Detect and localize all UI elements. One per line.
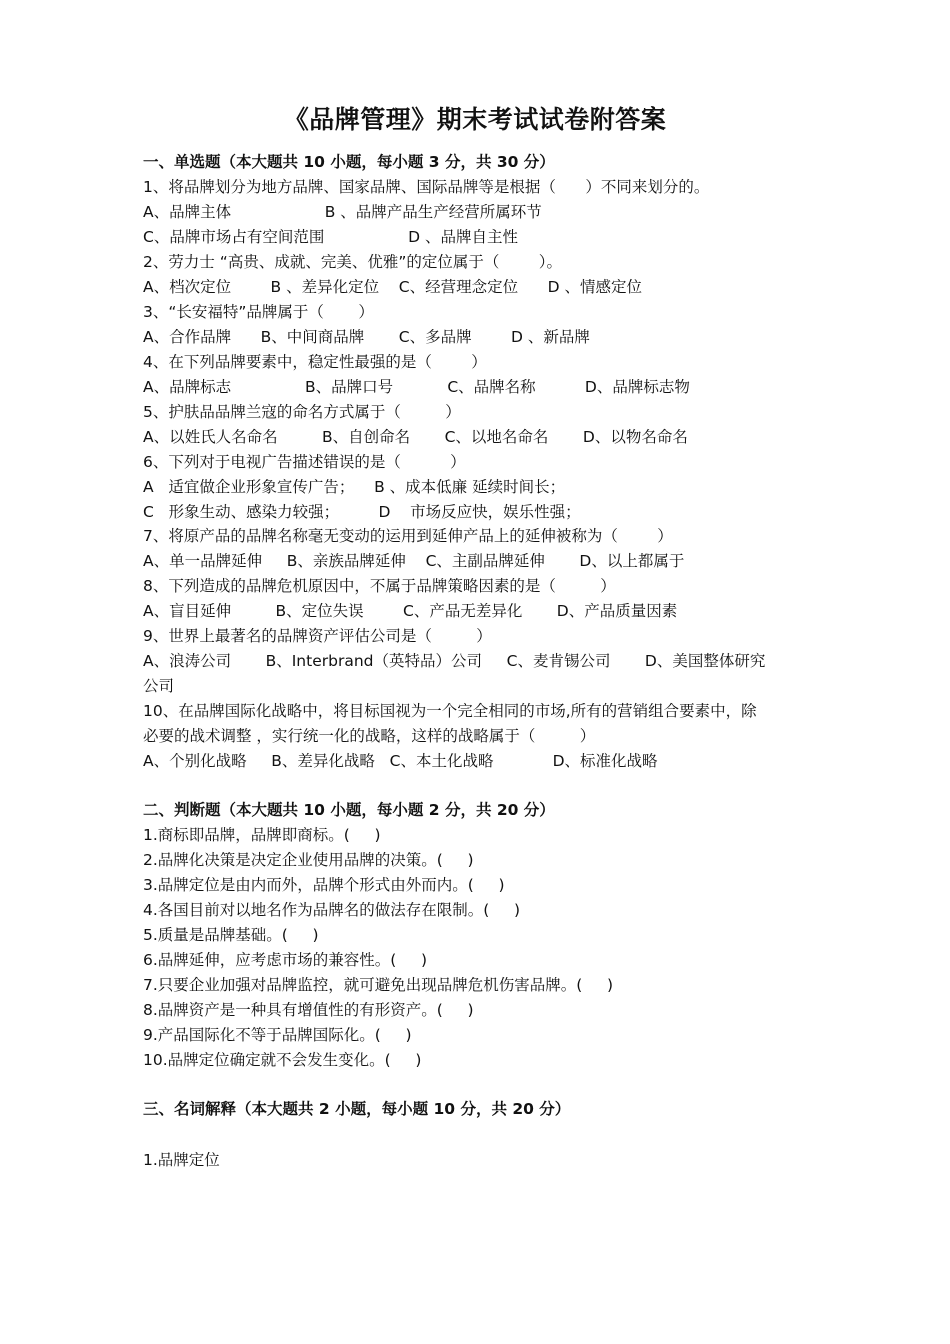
question-line: 5、护肤品品牌兰寇的命名方式属于（ ） bbox=[143, 403, 461, 421]
judgment-item: 10.品牌定位确定就不会发生变化。( ) bbox=[143, 1051, 422, 1069]
section3-heading: 三、名词解释（本大题共 2 小题，每小题 10 分，共 20 分） bbox=[143, 1100, 571, 1118]
document-title: 《品牌管理》期末考试试卷附答案 bbox=[283, 105, 667, 134]
judgment-item: 2.品牌化决策是决定企业使用品牌的决策。( ) bbox=[143, 851, 474, 869]
section1-heading: 一、单选题（本大题共 10 小题，每小题 3 分，共 30 分） bbox=[143, 153, 555, 171]
option-line: A、品牌主体 B 、品牌产品生产经营所属环节 bbox=[143, 203, 542, 221]
option-line: A、个别化战略 B、差异化战略 C、本土化战略 D、标准化战略 bbox=[143, 752, 658, 770]
term-item: 1.品牌定位 bbox=[143, 1151, 220, 1169]
option-line: A 适宜做企业形象宣传广告； B 、成本低廉 延续时间长； bbox=[143, 478, 566, 496]
option-line-continued: 公司 bbox=[143, 677, 175, 695]
option-line: A、盲目延伸 B、定位失误 C、产品无差异化 D、产品质量因素 bbox=[143, 602, 678, 620]
question-line: 1、将品牌划分为地方品牌、国家品牌、国际品牌等是根据（ ）不同来划分的。 bbox=[143, 178, 710, 196]
question-line: 10、在品牌国际化战略中，将目标国视为一个完全相同的市场,所有的营销组合要素中，除 bbox=[143, 702, 757, 720]
option-line: C、品牌市场占有空间范围 D 、品牌自主性 bbox=[143, 228, 518, 246]
question-line: 9、世界上最著名的品牌资产评估公司是（ ） bbox=[143, 627, 492, 645]
question-line: 3、“长安福特”品牌属于（ ） bbox=[143, 303, 374, 321]
question-line: 6、下列对于电视广告描述错误的是（ ） bbox=[143, 453, 466, 471]
section2-heading: 二、判断题（本大题共 10 小题，每小题 2 分，共 20 分） bbox=[143, 801, 555, 819]
judgment-item: 1.商标即品牌，品牌即商标。( ) bbox=[143, 826, 381, 844]
question-line: 8、下列造成的品牌危机原因中，不属于品牌策略因素的是（ ） bbox=[143, 577, 616, 595]
judgment-item: 4.各国目前对以地名作为品牌名的做法存在限制。( ) bbox=[143, 901, 521, 919]
judgment-item: 7.只要企业加强对品牌监控，就可避免出现品牌危机伤害品牌。( ) bbox=[143, 976, 614, 994]
judgment-item: 6.品牌延伸，应考虑市场的兼容性。( ) bbox=[143, 951, 428, 969]
option-line: A、品牌标志 B、品牌口号 C、品牌名称 D、品牌标志物 bbox=[143, 378, 690, 396]
option-line: A、浪涛公司 B、Interbrand（英特品）公司 C、麦肯锡公司 D、美国整体研究 bbox=[143, 652, 766, 670]
judgment-item: 3.品牌定位是由内而外，品牌个形式由外而内。( ) bbox=[143, 876, 505, 894]
option-line: A、以姓氏人名命名 B、自创命名 C、以地名命名 D、以物名命名 bbox=[143, 428, 688, 446]
judgment-item: 8.品牌资产是一种具有增值性的有形资产。( ) bbox=[143, 1001, 474, 1019]
question-line-continued: 必要的战术调整 ，实行统一化的战略，这样的战略属于（ ） bbox=[143, 727, 596, 745]
option-line: A、档次定位 B 、差异化定位 C、经营理念定位 D 、情感定位 bbox=[143, 278, 643, 296]
question-line: 7、将原产品的品牌名称毫无变动的运用到延伸产品上的延伸被称为（ ） bbox=[143, 527, 673, 545]
option-line: C 形象生动、感染力较强； D 市场反应快，娱乐性强； bbox=[143, 503, 581, 521]
option-line: A、单一品牌延伸 B、亲族品牌延伸 C、主副品牌延伸 D、以上都属于 bbox=[143, 552, 685, 570]
question-line: 4、在下列品牌要素中，稳定性最强的是（ ） bbox=[143, 353, 487, 371]
judgment-item: 5.质量是品牌基础。( ) bbox=[143, 926, 319, 944]
judgment-item: 9.产品国际化不等于品牌国际化。( ) bbox=[143, 1026, 412, 1044]
option-line: A、合作品牌 B、中间商品牌 C、多品牌 D 、新品牌 bbox=[143, 328, 590, 346]
question-line: 2、劳力士 “高贵、成就、完美、优雅”的定位属于（ ）。 bbox=[143, 253, 563, 271]
